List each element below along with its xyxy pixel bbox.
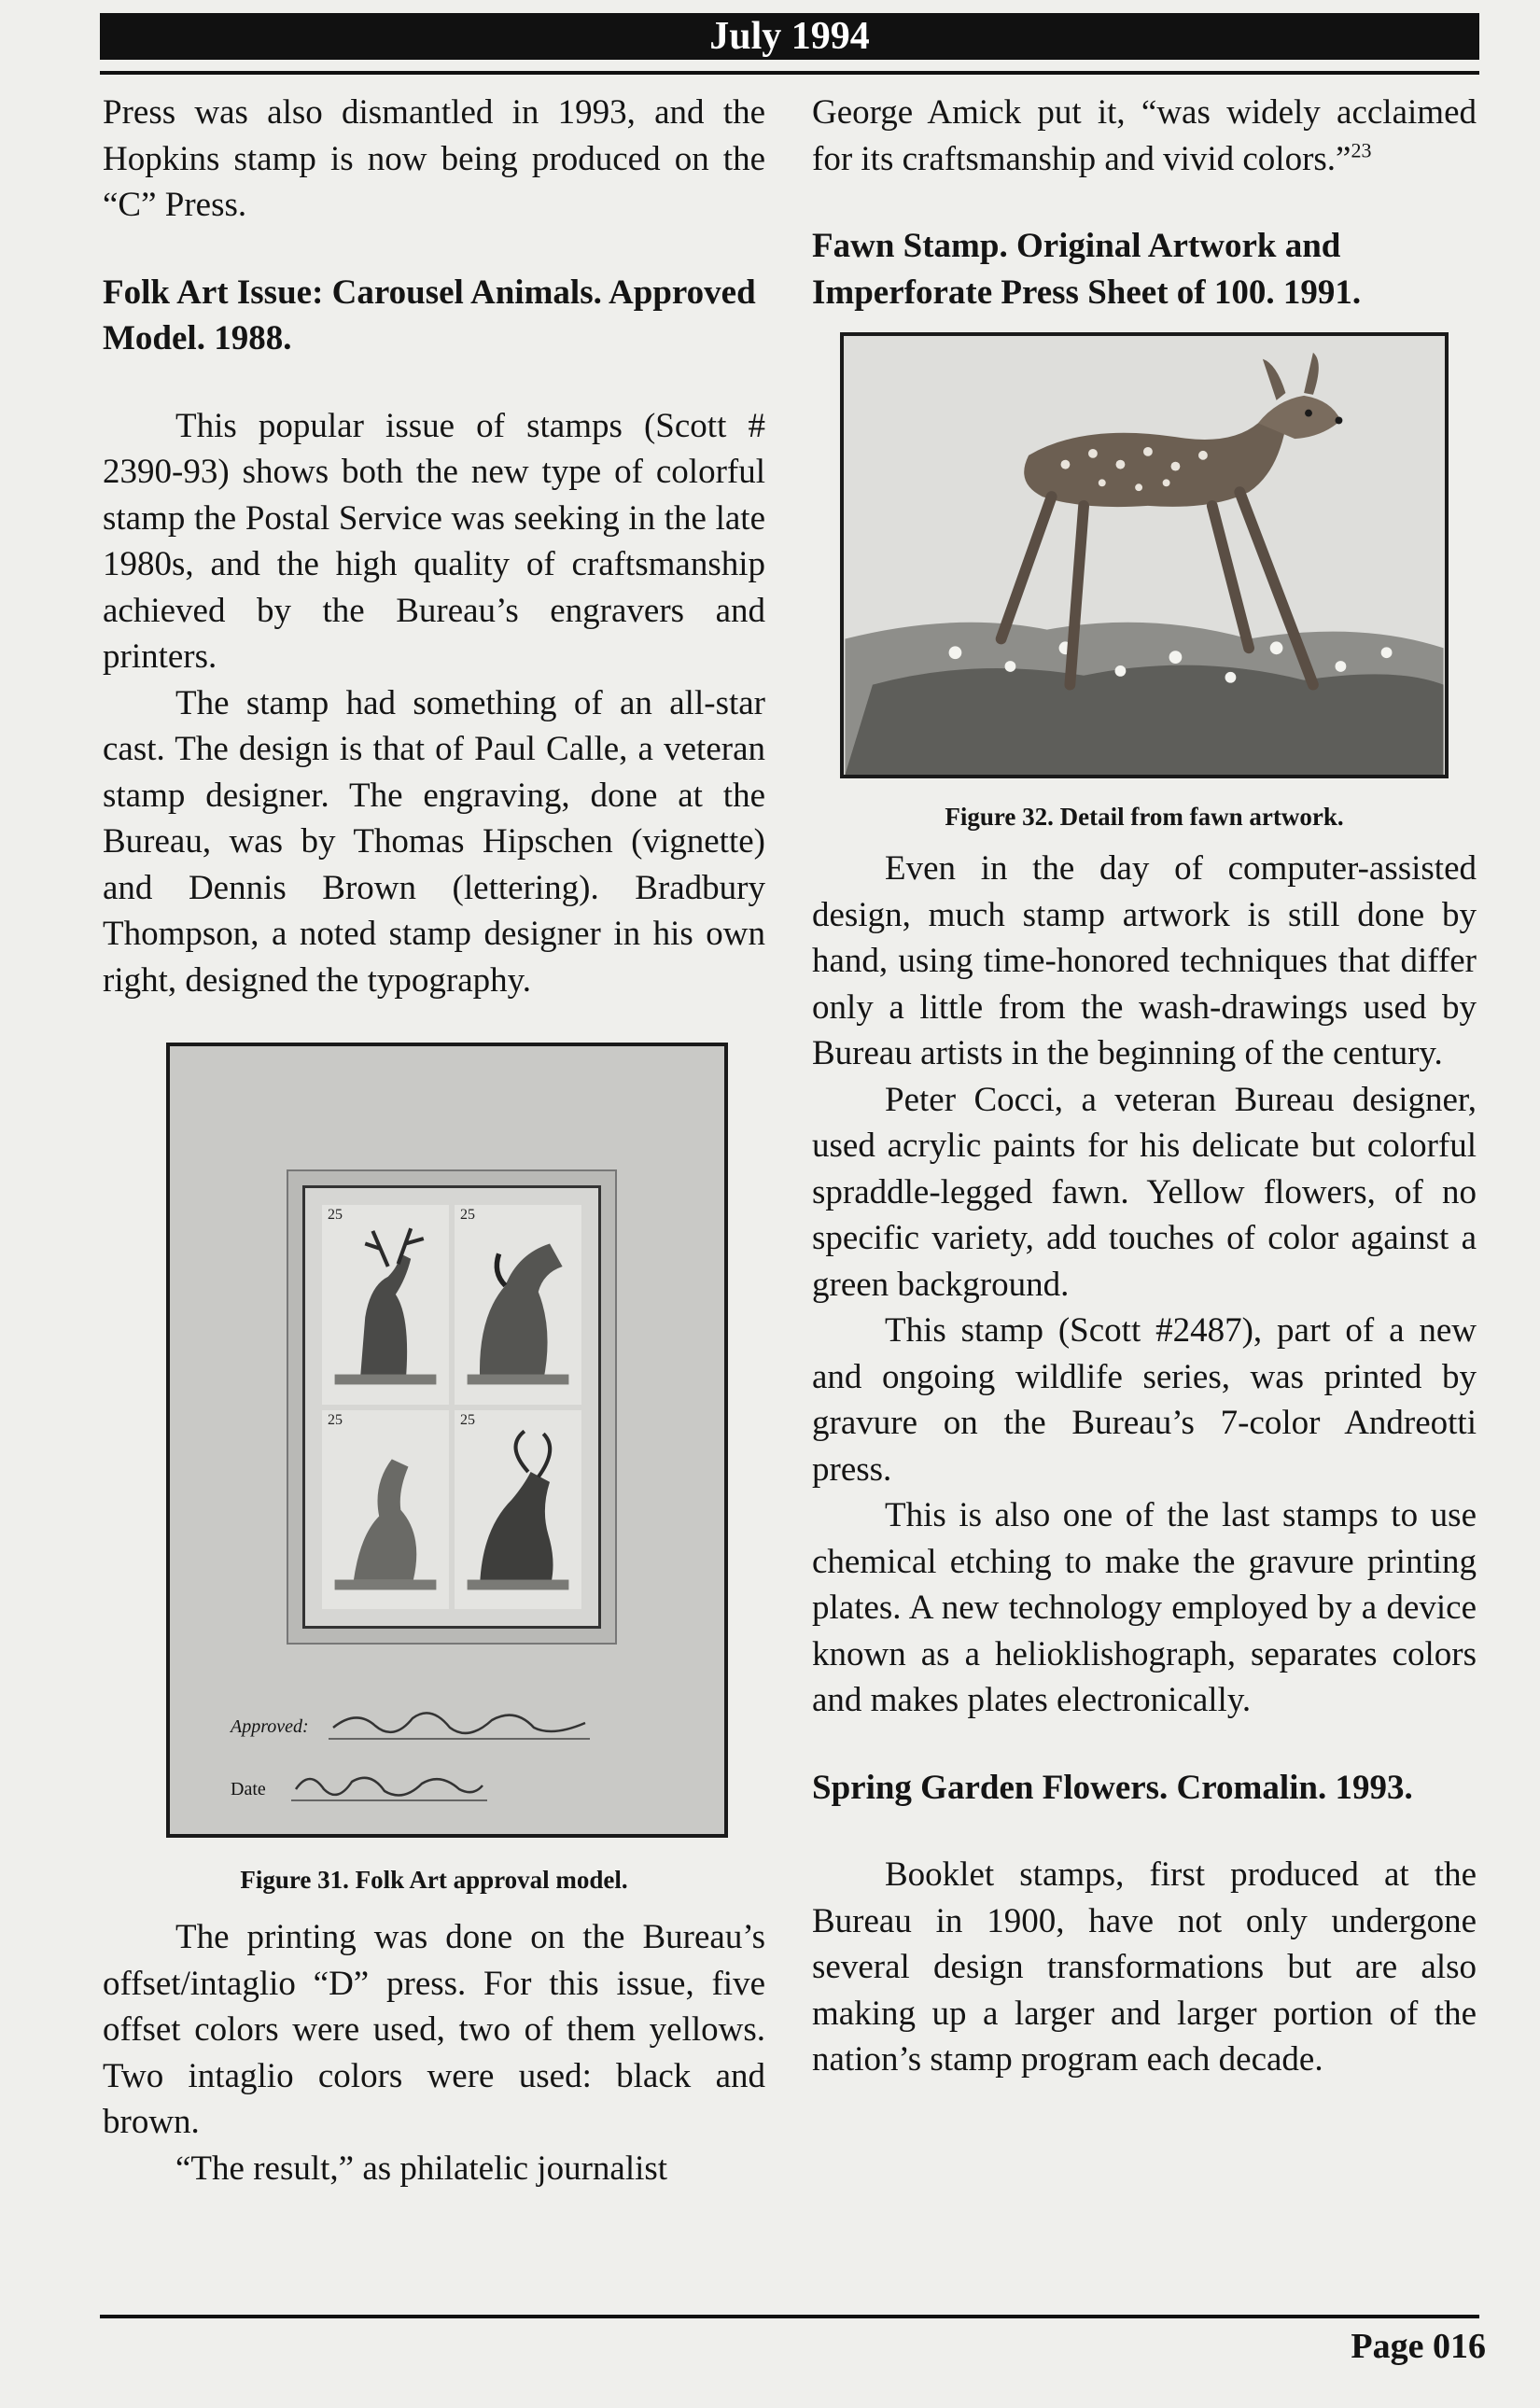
figure-32-caption: Figure 32. Detail from fawn artwork. bbox=[945, 803, 1344, 831]
stamp-denomination: 25 bbox=[460, 1207, 475, 1223]
figure-31-approval-model bbox=[166, 1043, 728, 1838]
right-intro-paragraph bbox=[812, 90, 1477, 182]
figure-31-caption: Figure 31. Folk Art approval model. bbox=[240, 1866, 628, 1894]
right-column bbox=[812, 90, 1477, 2083]
left-intro-paragraph: Press was also dismantled in 1993, and the Hopkins stamp is now being produced on the “C” Press. bbox=[103, 93, 765, 224]
header-title: July 1994 bbox=[709, 15, 870, 58]
stamp-camel bbox=[322, 1410, 449, 1610]
heading-folk-art: Folk Art Issue: Carousel Animals. Approved Model. 1988. bbox=[103, 273, 756, 357]
fawn-illustration-icon bbox=[844, 336, 1445, 775]
stamp-goat bbox=[455, 1410, 581, 1610]
approved-label: Approved: bbox=[231, 1716, 309, 1737]
paragraph-folk-art-1: This popular issue of stamps (Scott # 2390-93) shows both the new type of colorful stamp the Postal Service was seeking in the late 1980s, and the high quality of craftsmanship achieved by the Bureau’s engravers and printers. bbox=[103, 406, 765, 676]
paragraph-chemical-etching: This is also one of the last stamps to use chemical etching to make the gravure printing plates. A new technology employed by a device known as a helioklishograph, separates colors and makes plates electronically. bbox=[812, 1496, 1477, 1719]
right-intro-text: George Amick put it, “was widely acclaimed for its craftsmanship and vivid colors.” bbox=[812, 93, 1477, 178]
paragraph-folk-art-2: The stamp had something of an all-star cast. The design is that of Paul Calle, a veteran stamp designer. The engraving, done at the Bureau, was by Thomas Hipschen (vignette) and Dennis Brown (lettering). Bradbury Thompson, a noted stamp designer in his own right, designed the typography. bbox=[103, 683, 765, 1000]
paragraph-scott-2487: This stamp (Scott #2487), part of a new and ongoing wildlife series, was printed by gravure on the Bureau’s 7-color Andreotti press. bbox=[812, 1311, 1477, 1489]
heading-spring-garden: Spring Garden Flowers. Cromalin. 1993. bbox=[812, 1768, 1413, 1807]
paragraph-artwork: Even in the day of computer-assisted design, much stamp artwork is still done by hand, using time-honored techniques that differ only a little from the wash-drawings used by Bureau artists in the beginning of the century. bbox=[812, 849, 1477, 1072]
header-rule bbox=[100, 71, 1479, 75]
camel-illustration-icon bbox=[322, 1410, 449, 1610]
paragraph-booklet-stamps: Booklet stamps, first produced at the Bureau in 1900, have not only undergone several design transformations but are also making up a larger and larger portion of the nation’s stamp program each decade. bbox=[812, 1855, 1477, 2079]
deer-illustration-icon bbox=[322, 1205, 449, 1405]
stamp-denomination: 25 bbox=[328, 1411, 343, 1428]
stamp-block bbox=[322, 1205, 581, 1609]
page-number: Page 016 bbox=[1351, 2327, 1486, 2366]
goat-illustration-icon bbox=[455, 1410, 581, 1610]
paragraph-printing: The printing was done on the Bureau’s offset/intaglio “D” press. For this issue, five offset colors were used, two of them yellows. Two intaglio colors were used: black and brown. bbox=[103, 1918, 765, 2141]
stamp-deer bbox=[322, 1205, 449, 1405]
horse-illustration-icon bbox=[455, 1205, 581, 1405]
stamp-block-mat bbox=[287, 1169, 617, 1645]
stamp-denomination: 25 bbox=[328, 1207, 343, 1223]
stamp-block-frame bbox=[302, 1185, 601, 1629]
approval-signature-icon bbox=[329, 1690, 590, 1746]
paragraph-cocci: Peter Cocci, a veteran Bureau designer, used acrylic paints for his delicate but colorful spraddle-legged fawn. Yellow flowers, of no specific variety, add touches of color against a green background. bbox=[812, 1080, 1477, 1304]
stamp-horse bbox=[455, 1205, 581, 1405]
running-header bbox=[100, 13, 1479, 60]
footnote-reference: 23 bbox=[1351, 138, 1372, 162]
left-column bbox=[103, 90, 765, 2191]
figure-32-fawn-artwork bbox=[840, 332, 1449, 778]
paragraph-result: “The result,” as philatelic journalist bbox=[175, 2149, 668, 2188]
stamp-denomination: 25 bbox=[460, 1411, 475, 1428]
heading-fawn-stamp: Fawn Stamp. Original Artwork and Imperforate Press Sheet of 100. 1991. bbox=[812, 227, 1362, 312]
date-label: Date bbox=[231, 1779, 266, 1799]
footer-rule bbox=[100, 2315, 1479, 2318]
date-handwriting-icon bbox=[291, 1761, 487, 1808]
